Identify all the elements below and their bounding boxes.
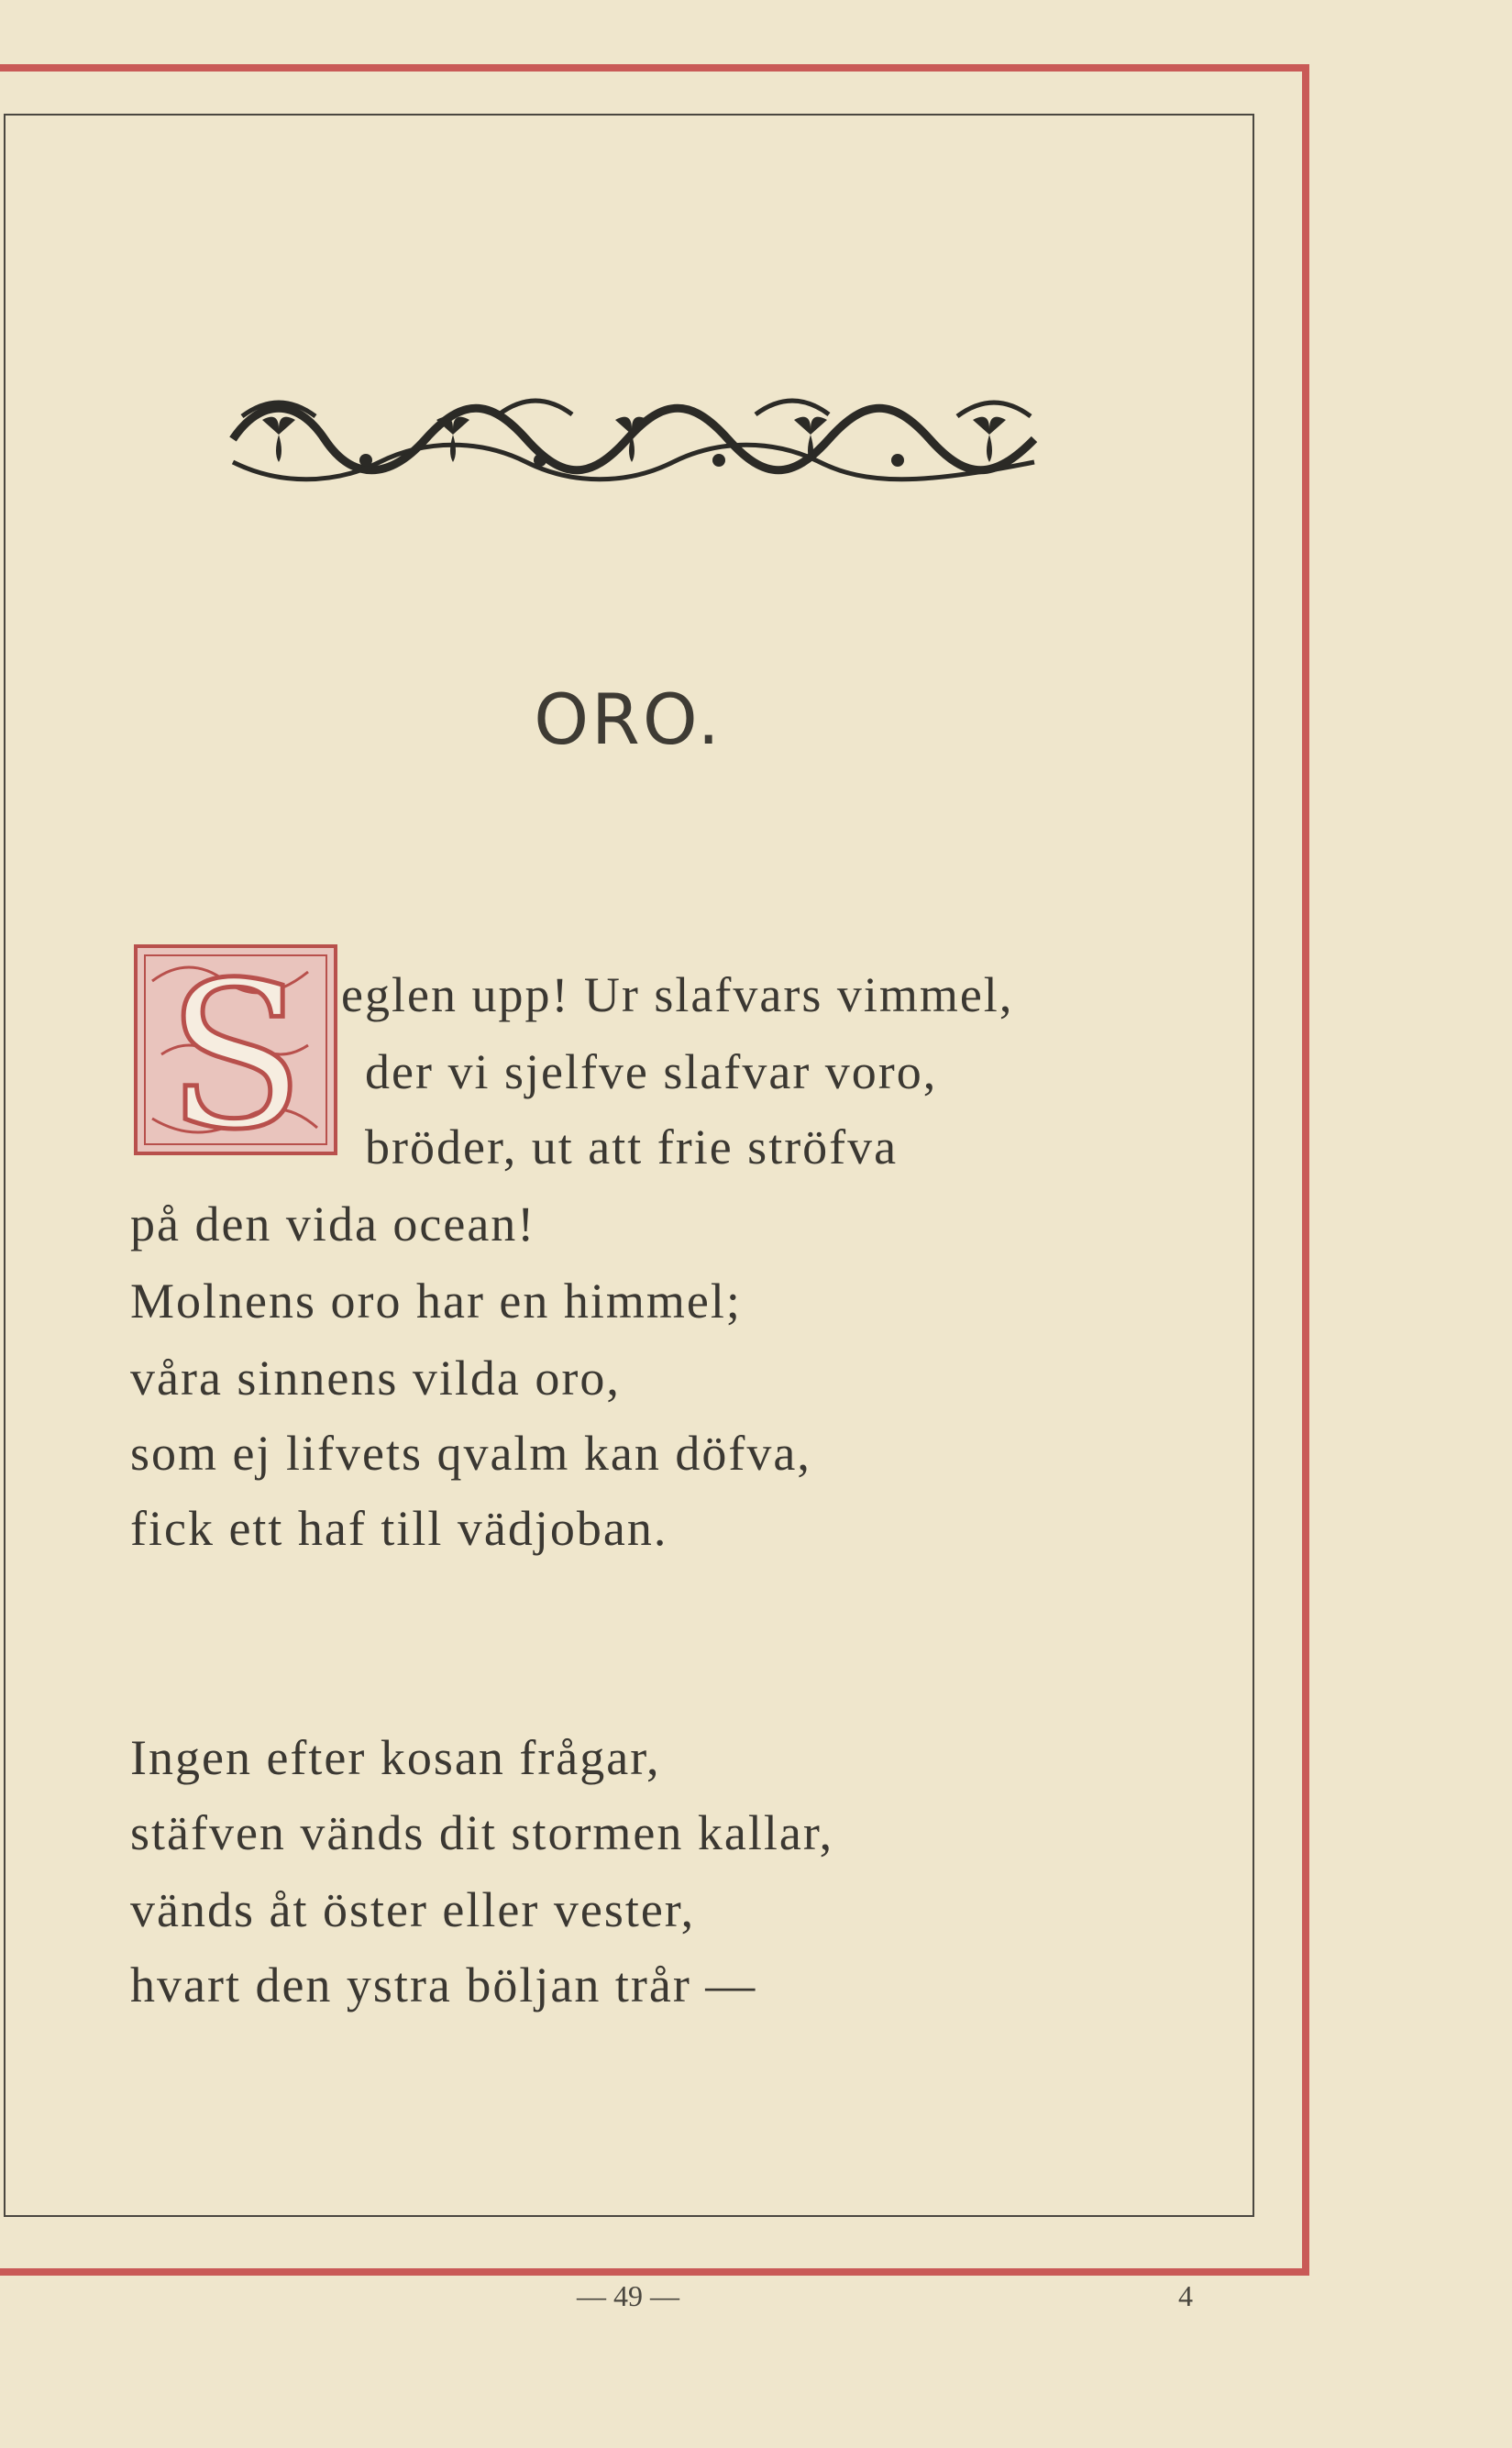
top-red-rule	[0, 64, 1309, 72]
frame-top	[4, 114, 1254, 116]
decorated-initial	[134, 944, 337, 1155]
verse-line: stäfven vänds dit stormen kallar,	[130, 1805, 834, 1860]
ornament-band	[224, 389, 1043, 490]
svg-text:S: S	[166, 944, 305, 1155]
verse-line: som ej lifvets qvalm kan döfva,	[130, 1426, 811, 1481]
verse-line: Ingen efter kosan frågar,	[130, 1730, 661, 1785]
right-red-rule	[1302, 64, 1309, 2274]
verse-line: Molnens oro har en himmel;	[130, 1274, 742, 1329]
verse-line: vänds åt öster eller vester,	[130, 1882, 696, 1937]
frame-right	[1253, 114, 1254, 2217]
signature-mark: 4	[1178, 2279, 1193, 2312]
verse-line: på den vida ocean!	[130, 1196, 536, 1252]
verse-line: våra sinnens vilda oro,	[130, 1351, 621, 1406]
frame-left	[4, 114, 6, 2217]
verse-line: bröder, ut att frie ströfva	[365, 1119, 899, 1174]
poem-title: ORO.	[534, 678, 723, 760]
verse-line: fick ett haf till vädjoban.	[130, 1501, 668, 1556]
frame-bottom	[4, 2215, 1254, 2217]
verse-line: eglen upp! Ur slafvars vimmel,	[341, 967, 1014, 1022]
verse-line: hvart den ystra böljan trår —	[130, 1957, 757, 2012]
verse-line: der vi sjelfve slafvar voro,	[365, 1044, 938, 1099]
bottom-red-rule	[0, 2268, 1309, 2276]
page-number: — 49 —	[577, 2279, 679, 2312]
